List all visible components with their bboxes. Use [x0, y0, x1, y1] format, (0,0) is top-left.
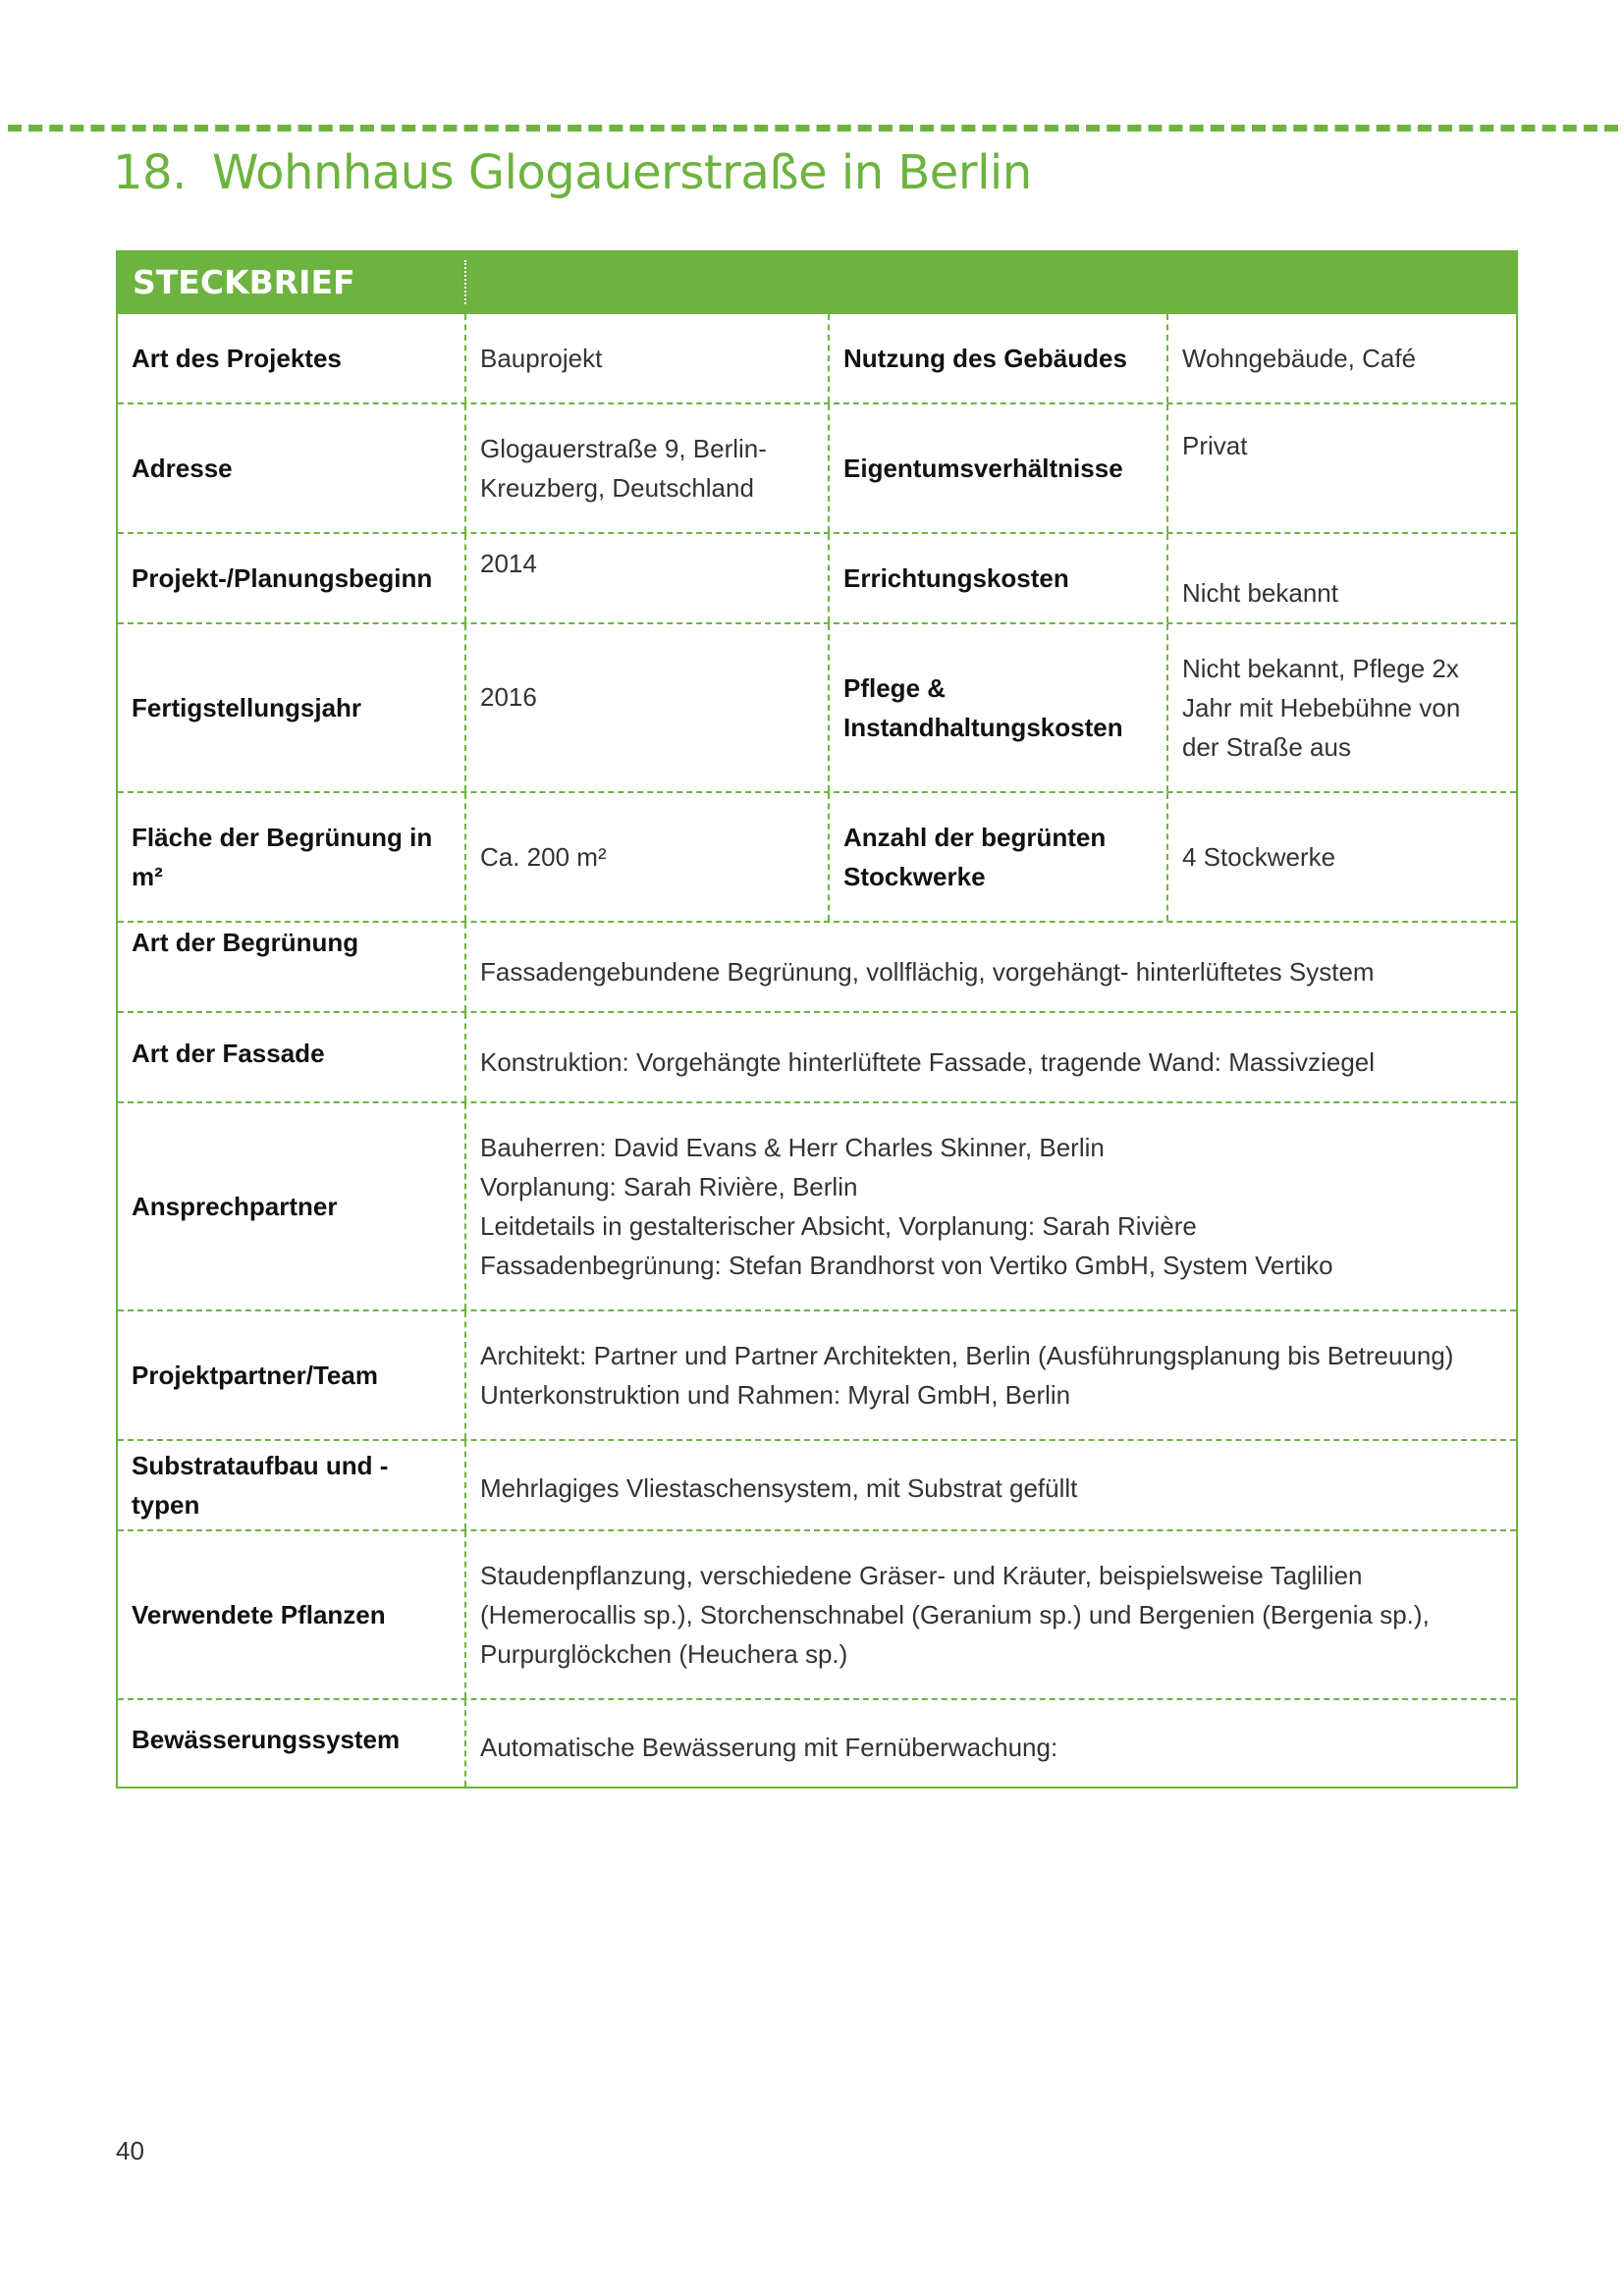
- row-value: 2014: [466, 534, 830, 622]
- value-line: Staudenpflanzung, verschiedene Gräser- und Kräuter, beispielsweise Taglilien: [480, 1561, 1363, 1590]
- value-line: Fassadengebundene Begrünung, vollflächig, vorgehängt- hinterlüftetes System: [480, 957, 1375, 987]
- row-value: [466, 1013, 1516, 1101]
- table-row: [118, 402, 1516, 532]
- row-value: Glogauerstraße 9, Berlin-Kreuzberg, Deutschland: [466, 404, 830, 532]
- row-value: [466, 1700, 1516, 1787]
- row-label: Fertigstellungsjahr: [118, 624, 466, 791]
- table-row: [118, 1698, 1516, 1787]
- row-label: Projekt-/Planungsbeginn: [118, 534, 466, 622]
- value-line: (Hemerocallis sp.), Storchenschnabel (Geranium sp.) und Bergenien (Bergenia sp.),: [480, 1600, 1430, 1629]
- row-label: Fläche der Begrünung in m²: [118, 793, 466, 921]
- row-label: Ansprechpartner: [118, 1103, 466, 1309]
- value-line: Leitdetails in gestalterischer Absicht, Vorplanung: Sarah Rivière: [480, 1211, 1197, 1241]
- factsheet-header: [118, 252, 1516, 312]
- section-number: 18.: [113, 145, 187, 200]
- row-value: [466, 1311, 1516, 1439]
- page-title: [113, 145, 1032, 200]
- table-row: [118, 312, 1516, 402]
- value-line: Bauherren: David Evans & Herr Charles Skinner, Berlin: [480, 1133, 1105, 1162]
- value-line: Unterkonstruktion und Rahmen: Myral GmbH, Berlin: [480, 1380, 1071, 1410]
- table-row: [118, 1529, 1516, 1698]
- row-label: Art der Fassade: [118, 1013, 466, 1101]
- header-dotted-divider: [464, 260, 466, 304]
- row-label: Bewässerungssystem: [118, 1700, 466, 1787]
- table-row: [118, 532, 1516, 622]
- row-value: Nicht bekannt: [1182, 578, 1338, 608]
- table-row: [118, 921, 1516, 1011]
- row-label: Substrataufbau und -typen: [118, 1441, 466, 1529]
- row-value: 2016: [466, 624, 830, 791]
- table-row: [118, 1011, 1516, 1101]
- section-title: Wohnhaus Glogauerstraße in Berlin: [212, 145, 1032, 200]
- page-number: 40: [116, 2136, 144, 2165]
- value-line: Automatische Bewässerung mit Fernüberwachung:: [480, 1733, 1058, 1762]
- table-row: [118, 622, 1516, 791]
- row-value: 4 Stockwerke: [1182, 842, 1336, 872]
- row-label: Adresse: [118, 404, 466, 532]
- row-value: Wohngebäude, Café: [1182, 344, 1417, 373]
- row-label: Verwendete Pflanzen: [118, 1531, 466, 1698]
- row-value: [466, 1441, 1516, 1529]
- table-row: [118, 791, 1516, 921]
- factsheet-header-title: STECKBRIEF: [133, 263, 355, 301]
- value-line: Konstruktion: Vorgehängte hinterlüftete Fassade, tragende Wand: Massivziegel: [480, 1047, 1376, 1077]
- row-value: Ca. 200 m²: [466, 793, 830, 921]
- row-label: Art des Projektes: [118, 314, 466, 402]
- top-dashed-rule: [8, 125, 1618, 132]
- value-line: Vorplanung: Sarah Rivière, Berlin: [480, 1172, 858, 1201]
- row-value: Nicht bekannt, Pflege 2x Jahr mit Hebebühne von der Straße aus: [1182, 654, 1461, 762]
- table-row: [118, 1439, 1516, 1529]
- value-line: Architekt: Partner und Partner Architekten, Berlin (Ausführungsplanung bis Betreuung): [480, 1341, 1454, 1370]
- value-line: Mehrlagiges Vliestaschensystem, mit Substrat gefüllt: [480, 1473, 1078, 1503]
- row-label: Eigentumsverhältnisse: [830, 404, 1168, 532]
- row-value: [466, 1531, 1516, 1698]
- value-line: Fassadenbegrünung: Stefan Brandhorst von Vertiko GmbH, System Vertiko: [480, 1251, 1333, 1280]
- row-label: Art der Begrünung: [118, 923, 466, 1011]
- row-label: Errichtungskosten: [830, 534, 1168, 622]
- factsheet-table: [116, 250, 1518, 1789]
- table-row: [118, 1309, 1516, 1439]
- table-row: [118, 1101, 1516, 1309]
- value-line: Purpurglöckchen (Heuchera sp.): [480, 1639, 848, 1669]
- row-label: Nutzung des Gebäudes: [830, 314, 1168, 402]
- row-label: Projektpartner/Team: [118, 1311, 466, 1439]
- row-value: [466, 923, 1516, 1011]
- row-value: [466, 1103, 1516, 1309]
- row-label: Anzahl der begrünten Stockwerke: [830, 793, 1168, 921]
- row-value: Privat: [1182, 431, 1248, 460]
- row-label: Pflege & Instandhaltungskosten: [830, 624, 1168, 791]
- row-value: Bauprojekt: [466, 314, 830, 402]
